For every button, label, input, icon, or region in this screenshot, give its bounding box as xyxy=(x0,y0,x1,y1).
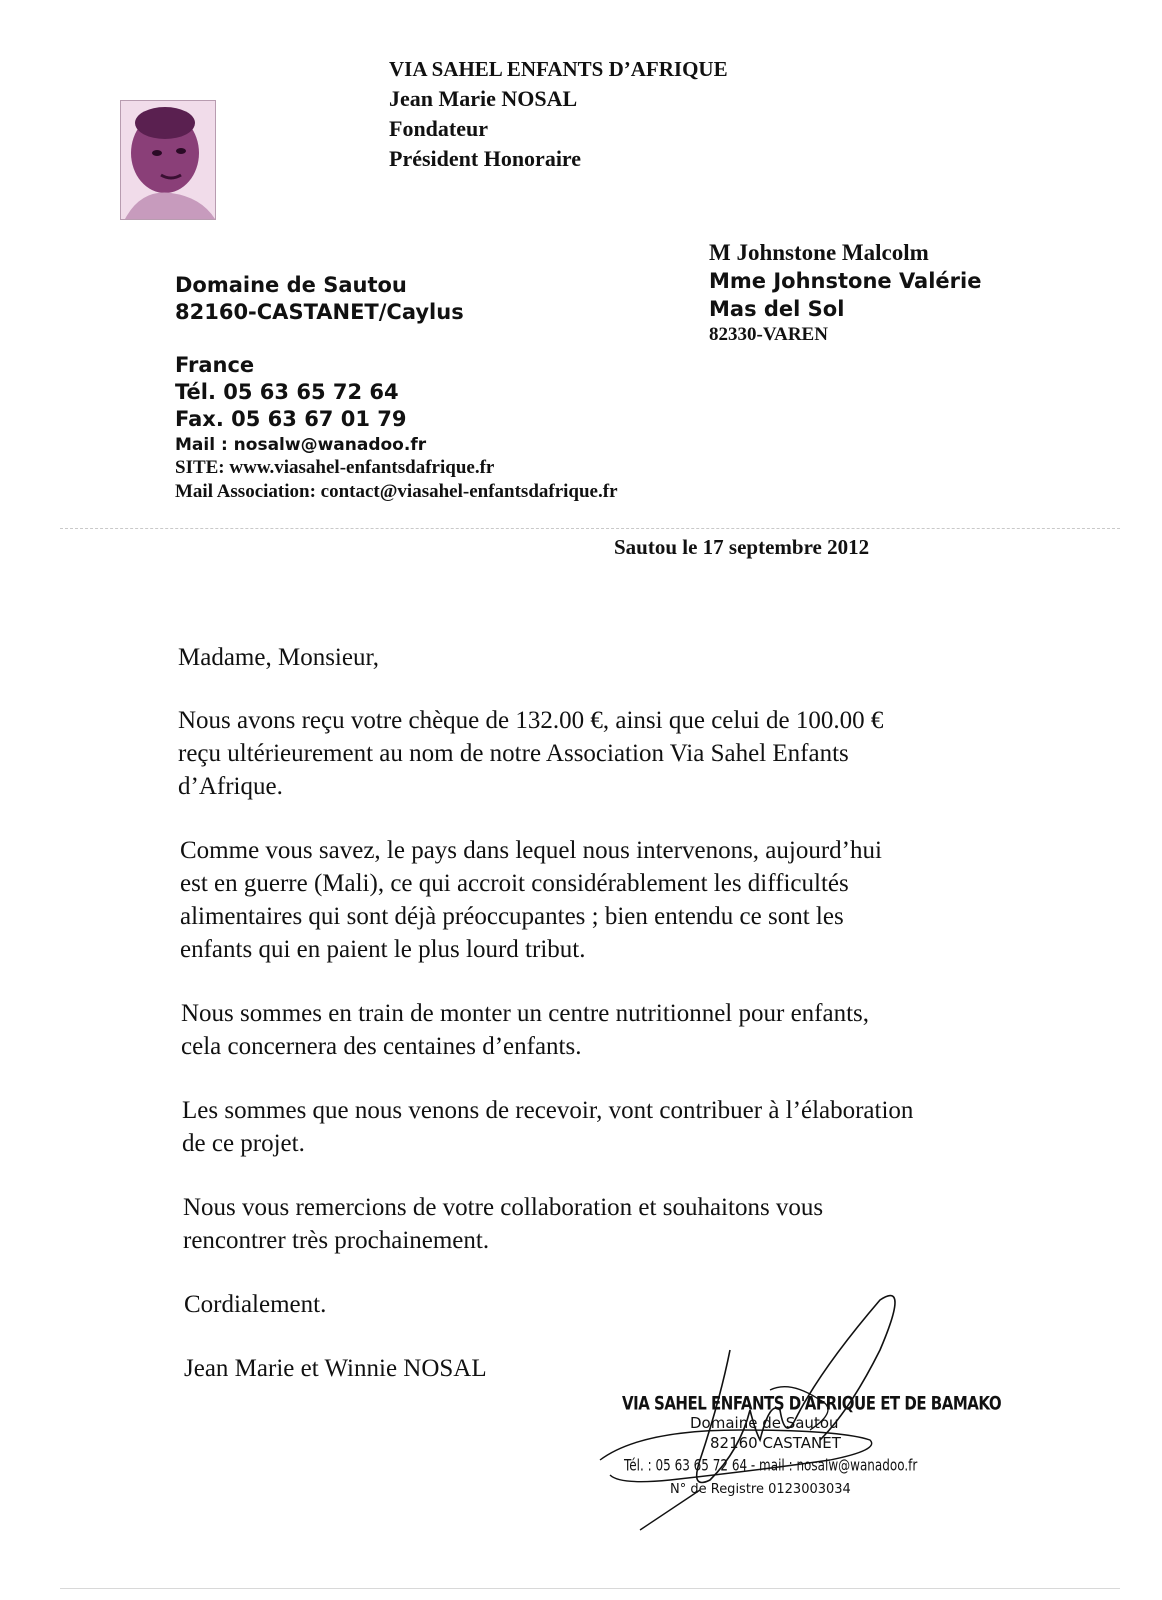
recipient-mr: M Johnstone Malcolm xyxy=(709,240,929,265)
stamp-city-line: 82160 CASTANET xyxy=(710,1434,841,1452)
paragraph-2-line-1: Comme vous savez, le pays dans lequel nous intervenons, aujourd’hui xyxy=(180,837,882,864)
sender-city: 82160-CASTANET/Caylus xyxy=(175,300,464,324)
paragraph-2-line-2: est en guerre (Mali), ce qui accroit considérablement les difficultés xyxy=(180,870,849,897)
founder-role: Fondateur xyxy=(389,116,488,141)
recipient-mrs: Mme Johnstone Valérie xyxy=(709,269,982,293)
founder-name: Jean Marie NOSAL xyxy=(389,86,578,111)
fold-line xyxy=(60,528,1120,529)
stamp-org-line: VIA SAHEL ENFANTS D'AFRIQUE ET DE BAMAKO xyxy=(622,1392,1002,1415)
sender-email: Mail : nosalw@wanadoo.fr xyxy=(175,435,427,455)
sender-phone: Tél. 05 63 65 72 64 xyxy=(175,380,399,404)
paragraph-2-line-4: enfants qui en paient le plus lourd tribut. xyxy=(180,936,586,963)
stamp-contact-line: Tél. : 05 63 65 72 64 - mail : nosalw@wanadoo.fr xyxy=(624,1456,918,1475)
page-bottom-line xyxy=(60,1588,1120,1589)
salutation: Madame, Monsieur, xyxy=(178,644,380,671)
paragraph-4-line-2: de ce projet. xyxy=(182,1130,305,1157)
paragraph-3-line-1: Nous sommes en train de monter un centre nutritionnel pour enfants, xyxy=(181,1000,870,1027)
paragraph-1-line-1: Nous avons reçu votre chèque de 132.00 €, ainsi que celui de 100.00 € xyxy=(178,707,884,734)
letter-date: Sautou le 17 septembre 2012 xyxy=(614,535,870,559)
paragraph-5-line-1: Nous vous remercions de votre collaboration et souhaitons vous xyxy=(183,1194,824,1221)
child-photo xyxy=(120,100,216,220)
sender-country: France xyxy=(175,353,255,377)
paragraph-4-line-1: Les sommes que nous venons de recevoir, vont contribuer à l’élaboration xyxy=(182,1097,914,1124)
handwritten-signature xyxy=(580,1290,940,1540)
paragraph-1-line-3: d’Afrique. xyxy=(178,773,283,800)
paragraph-5-line-2: rencontrer très prochainement. xyxy=(183,1227,490,1254)
association-email: Mail Association: contact@viasahel-enfantsdafrique.fr xyxy=(175,481,618,502)
sender-fax: Fax. 05 63 67 01 79 xyxy=(175,407,407,431)
stamp-registry-line: N° de Registre 0123003034 xyxy=(670,1482,851,1497)
org-name: VIA SAHEL ENFANTS D’AFRIQUE xyxy=(389,57,728,81)
recipient-address: Mas del Sol xyxy=(709,297,845,321)
stamp-domain-line: Domaine de Sautou xyxy=(690,1414,839,1432)
sender-domain: Domaine de Sautou xyxy=(175,273,407,297)
honorary-role: Président Honoraire xyxy=(389,146,582,171)
sender-website: SITE: www.viasahel-enfantsdafrique.fr xyxy=(175,457,495,478)
closing: Cordialement. xyxy=(184,1291,327,1318)
recipient-city: 82330-VAREN xyxy=(709,324,828,345)
paragraph-1-line-2: reçu ultérieurement au nom de notre Association Via Sahel Enfants xyxy=(178,740,849,767)
paragraph-3-line-2: cela concernera des centaines d’enfants. xyxy=(181,1033,582,1060)
signatories: Jean Marie et Winnie NOSAL xyxy=(184,1355,487,1382)
paragraph-2-line-3: alimentaires qui sont déjà préoccupantes ; bien entendu ce sont les xyxy=(180,903,844,930)
